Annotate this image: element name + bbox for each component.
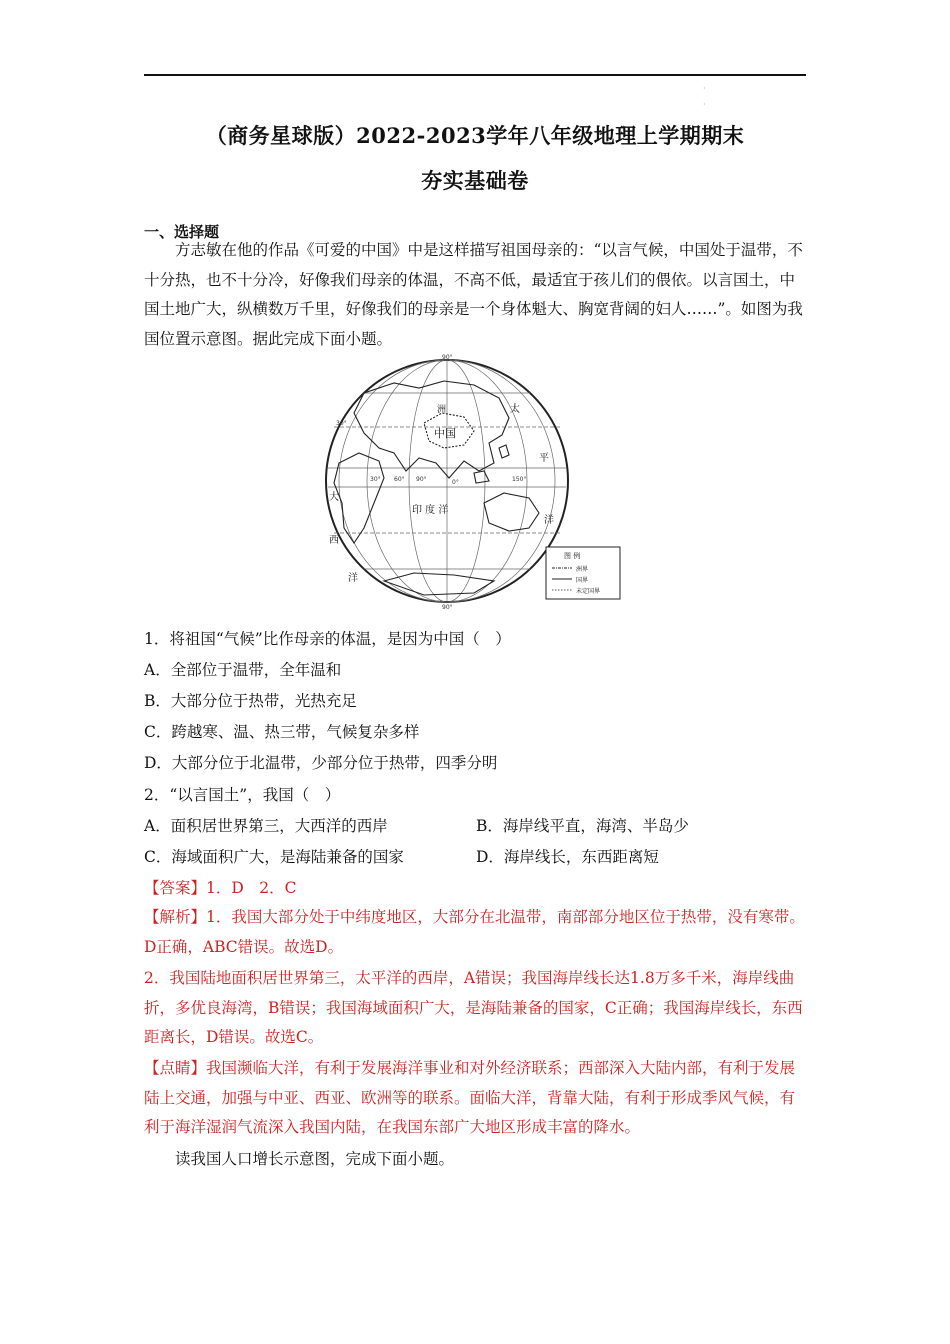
question-2-stem: 2．“以言国土”，我国（ ） bbox=[144, 786, 341, 804]
question-2-option-d: D．海岸线长，东西距离短 bbox=[476, 848, 659, 866]
dianjing-note: 【点睛】我国濒临大洋，有利于发展海洋事业和对外经济联系；西部深入大陆内部，有利于发展陆上交通，加强与中亚、西亚、欧洲等的联系。面临大洋，背靠大陆，有利于形成季风气候，有利于海洋湿润气流深入我国内陆，在我国东部广大地区形成丰富的降水。 bbox=[144, 1059, 796, 1136]
analysis-1: 【解析】1．我国大部分处于中纬度地区，大部分在北温带，南部部分地区位于热带，没有寒带。D正确，ABC错误。故选D。 bbox=[144, 908, 805, 956]
question-1-option-b: B．大部分位于热带，光热充足 bbox=[144, 692, 357, 710]
map-label-indian-ocean: 印 度 洋 bbox=[412, 505, 449, 516]
next-question-intro: 读我国人口增长示意图，完成下面小题。 bbox=[175, 1150, 455, 1168]
map-label-continent: 洲 bbox=[437, 405, 447, 415]
map-label-atlantic: 西 bbox=[329, 535, 339, 546]
question-2-option-c: C．海域面积广大，是海陆兼备的国家 bbox=[144, 848, 404, 866]
map-label-ocean: 洋 bbox=[544, 515, 554, 526]
map-tick: 150° bbox=[512, 476, 527, 483]
section-heading: 一、选择题 bbox=[144, 223, 220, 241]
question-1-option-a: A．全部位于温带，全年温和 bbox=[144, 661, 342, 679]
map-tick: 90° bbox=[416, 476, 427, 483]
legend-title: 图 例 bbox=[564, 552, 581, 560]
map-label-pacific: 太 bbox=[510, 404, 520, 415]
legend-item: 洲界 bbox=[576, 566, 589, 573]
legend-item: 未定国界 bbox=[576, 588, 601, 595]
map-label-china: 中国 bbox=[434, 427, 456, 440]
question-2-option-b: B．海岸线平直，海湾、半岛少 bbox=[476, 817, 689, 835]
top-rule bbox=[144, 74, 806, 76]
intro-paragraph: 方志敏在他的作品《可爱的中国》中是这样描写祖国母亲的：“以言气候，中国处于温带，不十分热，也不十分冷，好像我们母亲的体温，不高不低，最适宜于孩儿们的偎依。以言国土，中国土地广大，纵横数万千里，好像我们的母亲是一个身体魁大、胸宽背阔的妇人……”。如图为我国位置示意图。据此完成下面小题。 bbox=[144, 241, 803, 348]
map-tick: 0° bbox=[452, 479, 459, 486]
analysis-2: 2．我国陆地面积居世界第三，太平洋的西岸，A错误；我国海岸线长达1.8万多千米，海岸线曲折，多优良海湾，B错误；我国海域面积广大，是海陆兼备的国家，C正确；我国海岸线长，东西距离长，D错误。故选C。 bbox=[144, 969, 803, 1046]
page-subtitle: 夯实基础卷 bbox=[421, 168, 529, 193]
answer-line: 【答案】1．D 2．C bbox=[144, 879, 297, 897]
map-legend bbox=[546, 547, 620, 599]
map-label-atlantic: 大 bbox=[329, 492, 339, 503]
map-label-ocean: 洋 bbox=[348, 573, 358, 584]
legend-item: 国界 bbox=[576, 577, 589, 584]
question-1-option-c: C．跨越寒、温、热三带，气候复杂多样 bbox=[144, 723, 420, 741]
map-tick: 90° bbox=[442, 604, 453, 611]
margin-dot: · bbox=[703, 100, 706, 109]
china-location-map bbox=[324, 353, 622, 611]
map-tick: 90° bbox=[442, 354, 453, 361]
page-title: （商务星球版）2022-2023学年八年级地理上学期期末 bbox=[205, 123, 745, 148]
map-label-pacific: 平 bbox=[539, 453, 549, 464]
map-tick: 30° bbox=[336, 420, 347, 427]
map-tick: 60° bbox=[394, 476, 405, 483]
question-2-option-a: A．面积居世界第三，大西洋的西岸 bbox=[144, 817, 388, 835]
margin-dot: · bbox=[703, 84, 706, 93]
question-1-stem: 1．将祖国“气候”比作母亲的体温，是因为中国（ ） bbox=[144, 630, 511, 648]
question-1-option-d: D．大部分位于北温带，少部分位于热带，四季分明 bbox=[144, 754, 498, 772]
map-tick: 30° bbox=[370, 476, 381, 483]
